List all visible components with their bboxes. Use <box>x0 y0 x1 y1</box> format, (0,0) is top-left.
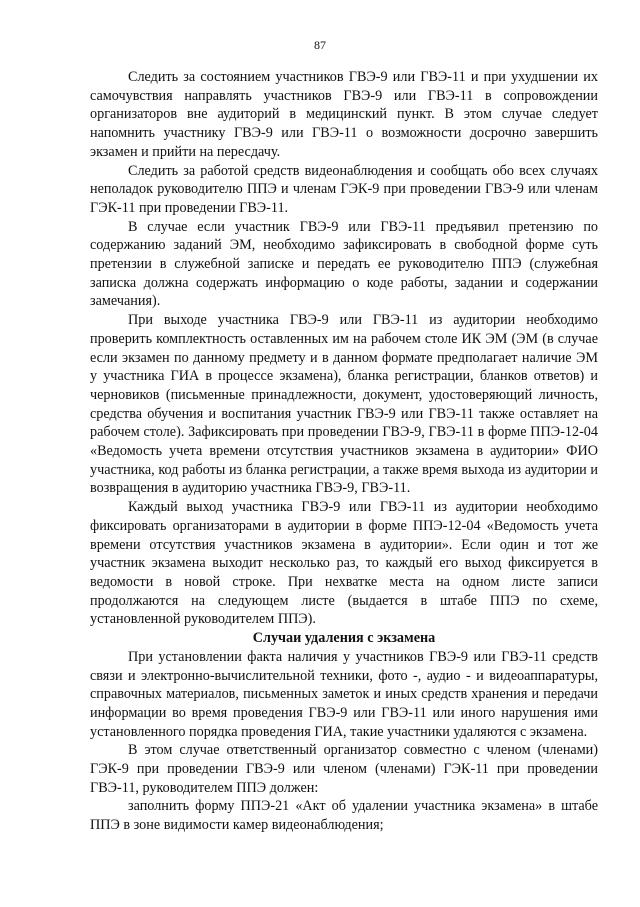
paragraph: В случае если участник ГВЭ-9 или ГВЭ-11 предъявил претензию по содержанию заданий ЭМ, необходимо зафиксировать в свободной форме суть претензии в служебной записке и передать ее руководителю ППЭ (служебная записка должна содержать информацию о коде работы, задании и содержании замечания). <box>90 218 598 310</box>
paragraph: Каждый выход участника ГВЭ-9 или ГВЭ-11 из аудитории необходимо фиксировать организаторами в аудитории в форме ППЭ-12-04 «Ведомость учета времени отсутствия участников экзамена в аудитории». Если один и тот же участник экзамена выходит несколько раз, то каждый его выход фиксируется в ведомости в новой строке. При нехватке места на одном листе записи продолжаются на следующем листе (выдается в штабе ППЭ по схеме, установленной руководителем ППЭ). <box>90 499 598 628</box>
paragraph: Следить за работой средств видеонаблюдения и сообщать обо всех случаях неполадок руководителю ППЭ и членам ГЭК-9 при проведении ГВЭ-9 или членам ГЭК-11 при проведении ГВЭ-11. <box>90 162 598 216</box>
paragraph: Следить за состоянием участников ГВЭ-9 или ГВЭ-11 и при ухудшении их самочувствия направлять участников ГВЭ-9 или ГВЭ-11 в сопровождении организаторов вне аудиторий в медицинский пункт. В этом случае следует напомнить участнику ГВЭ-9 или ГВЭ-11 о возможности досрочно завершить экзамен и прийти на пересдачу. <box>90 69 598 160</box>
paragraph: В этом случае ответственный организатор совместно с членом (членами) ГЭК-9 при проведении ГВЭ-9 или членом (членами) ГЭК-11 при проведении ГВЭ-11, руководителем ППЭ должен: <box>90 742 598 796</box>
page-number: 87 <box>314 38 326 52</box>
section-heading: Случаи удаления с экзамена <box>252 630 436 647</box>
paragraph: заполнить форму ППЭ-21 «Акт об удалении участника экзамена» в штабе ППЭ в зоне видимости камер видеонаблюдения; <box>90 798 598 834</box>
paragraph: При установлении факта наличия у участников ГВЭ-9 или ГВЭ-11 средств связи и электронно-вычислительной техники, фото -, аудио - и видеоаппаратуры, справочных материалов, письменных заметок и иных средств хранения и передачи информации во время проведения ГВЭ-9 или ГВЭ-11 или иного нарушения ими установленного порядка проведения ГИА, такие участники удаляются с экзамена. <box>90 648 598 740</box>
paragraph: При выходе участника ГВЭ-9 или ГВЭ-11 из аудитории необходимо проверить комплектность оставленных им на рабочем столе ИК ЭМ (ЭМ (в случае если экзамен по данному предмету и в данном формате предполагает наличие ЭМ у участника ГИА в процессе экзамена), бланка регистрации, бланков ответов) и черновиков (письменные принадлежности, документ, удостоверяющий личность, средства обучения и воспитания участник ГВЭ-9 или ГВЭ-11 также оставляет на рабочем столе). Зафиксировать при проведении ГВЭ-9, ГВЭ-11 в форме ППЭ-12-04 «Ведомость учета времени отсутствия участников экзамена в аудитории» ФИО участника, код работы из бланка регистрации, а также время выхода из аудитории и возвращения в аудиторию участника ГВЭ-9, ГВЭ-11. <box>90 312 598 497</box>
page-body <box>90 68 598 835</box>
